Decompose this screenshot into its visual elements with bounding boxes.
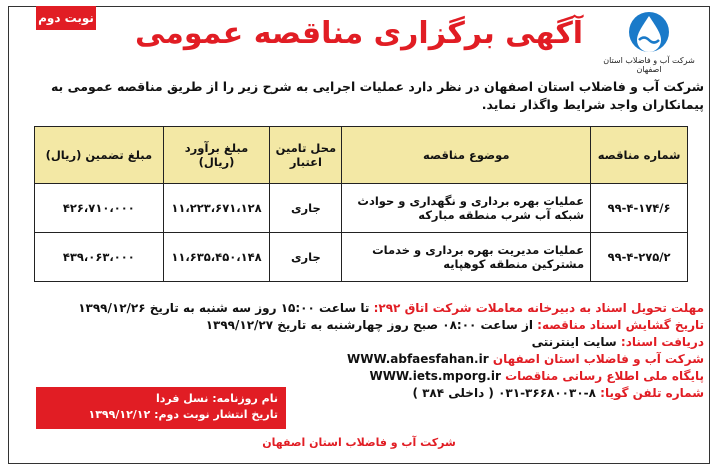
deadline-value: تا ساعت ۱۵:۰۰ روز سه شنبه به تاریخ ۱۳۹۹/۱۲/۲۶ (78, 301, 370, 315)
tender-table (34, 126, 688, 282)
newspaper-name: نام روزنامه: نسل فردا (155, 392, 278, 405)
table-header-row (35, 127, 688, 184)
cell-funding-source: جاری (270, 184, 342, 233)
header-tender-subject: موضوع مناقصه (342, 127, 591, 184)
cell-tender-number: ۹۹-۴-۲۷۵/۲ (591, 233, 688, 282)
site1-label: شرکت آب و فاضلاب استان اصفهان (492, 352, 704, 366)
newspaper-box (36, 387, 286, 429)
page-title: آگهی برگزاری مناقصه عمومی (134, 16, 584, 51)
phone-value: ۸-۳۶۶۸۰۰۳۰-۰۳۱ ( داخلی ۳۸۴ ) (412, 386, 596, 400)
cell-estimated-amount: ۱۱،۲۲۳،۶۷۱،۱۲۸ (163, 184, 270, 233)
header-funding-source: محل تامین اعتبار (270, 127, 342, 184)
header-tender-number: شماره مناقصه (591, 127, 688, 184)
receive-value: سایت اینترنتی (531, 335, 617, 349)
site2-row (60, 368, 704, 385)
site2-link[interactable]: WWW.iets.mporg.ir (369, 369, 501, 383)
deadline-row (60, 300, 704, 317)
footer-company-name: شرکت آب و فاضلاب استان اصفهان (262, 436, 456, 449)
site1-link[interactable]: WWW.abfaesfahan.ir (346, 352, 489, 366)
site1-row (60, 351, 704, 368)
cell-tender-subject: عملیات بهره برداری و نگهداری و حوادث شبکه آب شرب منطقه مبارکه (342, 184, 591, 233)
phone-label: شماره تلفن گویا: (600, 386, 704, 400)
cell-estimated-amount: ۱۱،۶۳۵،۴۵۰،۱۴۸ (163, 233, 270, 282)
cell-funding-source: جاری (270, 233, 342, 282)
receive-row (60, 334, 704, 351)
site2-label: پایگاه ملی اطلاع رسانی مناقصات (505, 369, 704, 383)
cell-tender-subject: عملیات مدیریت بهره برداری و خدمات مشترکین منطقه کوهپایه (342, 233, 591, 282)
opening-row (60, 317, 704, 334)
intro-paragraph: شرکت آب و فاضلاب استان اصفهان در نظر دارد عملیات اجرایی به شرح زیر را از طریق مناقصه عمومی به پیمانکاران واجد شرایط واگذار نماید. (50, 79, 704, 112)
table-row (35, 184, 688, 233)
table-row (35, 233, 688, 282)
newspaper-date: تاریخ انتشار نوبت دوم: ۱۳۹۹/۱۲/۱۲ (88, 408, 278, 421)
logo-caption: شرکت آب و فاضلاب استان اصفهان (603, 56, 695, 74)
cell-guarantee-amount: ۴۲۶،۷۱۰،۰۰۰ (35, 184, 164, 233)
header-guarantee-amount: مبلغ تضمین (ریال) (35, 127, 164, 184)
header-estimated-amount: مبلغ برآورد (ریال) (163, 127, 270, 184)
cell-tender-number: ۹۹-۴-۱۷۴/۶ (591, 184, 688, 233)
cell-guarantee-amount: ۴۳۹،۰۶۳،۰۰۰ (35, 233, 164, 282)
opening-label: تاریخ گشایش اسناد مناقصه: (537, 318, 704, 332)
deadline-label: مهلت تحویل اسناد به دبیرخانه معاملات شرکت اتاق ۲۹۲: (373, 301, 704, 315)
receive-label: دریافت اسناد: (620, 335, 704, 349)
opening-value: از ساعت ۰۸:۰۰ صبح روز چهارشنبه به تاریخ ۱۳۹۹/۱۲/۲۷ (205, 318, 533, 332)
second-round-badge: نوبت دوم (36, 6, 96, 30)
